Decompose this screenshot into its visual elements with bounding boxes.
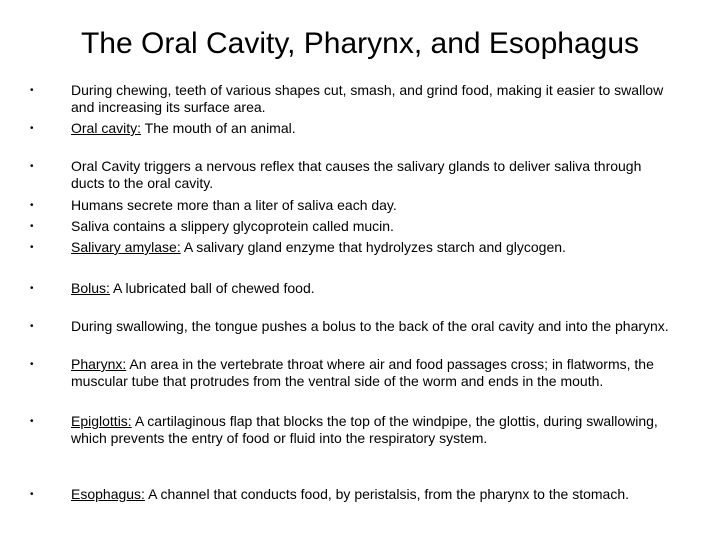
bullet-icon: • xyxy=(30,489,34,500)
item-body: A salivary gland enzyme that hydrolyzes starch and glycogen. xyxy=(180,239,566,255)
item-text xyxy=(71,356,671,390)
item-text xyxy=(71,218,671,235)
item-body: During swallowing, the tongue pushes a bolus to the back of the oral cavity and into the pharynx. xyxy=(71,318,669,334)
bullet-icon: • xyxy=(30,359,34,370)
item-text xyxy=(71,486,671,503)
item-term: Bolus: xyxy=(71,280,110,296)
item-body: An area in the vertebrate throat where air and food passages cross; in flatworms, the muscular tube that protrudes from the ventral side of the worm and ends in the mouth. xyxy=(71,356,654,389)
item-body: Humans secrete more than a liter of saliva each day. xyxy=(71,197,397,213)
item-term: Pharynx: xyxy=(71,356,127,372)
bullet-icon: • xyxy=(30,85,34,96)
item-text xyxy=(71,280,671,297)
bullet-icon: • xyxy=(30,221,34,232)
item-text xyxy=(71,318,671,335)
item-text xyxy=(71,120,671,137)
item-text xyxy=(71,239,671,256)
item-body: During chewing, teeth of various shapes cut, smash, and grind food, making it easier to swallow and increasing its surface area. xyxy=(71,82,664,115)
slide-title: The Oral Cavity, Pharynx, and Esophagus xyxy=(80,27,640,60)
bullet-icon: • xyxy=(30,123,34,134)
bullet-icon: • xyxy=(30,321,34,332)
bullet-icon: • xyxy=(30,242,34,253)
item-text xyxy=(71,158,671,192)
item-body: Saliva contains a slippery glycoprotein called mucin. xyxy=(71,218,394,234)
bullet-icon: • xyxy=(30,161,34,172)
item-body: A lubricated ball of chewed food. xyxy=(109,280,315,296)
item-term: Oral cavity: xyxy=(71,120,142,136)
item-term: Epiglottis: xyxy=(71,413,132,429)
item-body: Oral Cavity triggers a nervous reflex that causes the salivary glands to deliver saliva through ducts to the oral cavity. xyxy=(71,158,642,191)
item-text xyxy=(71,197,671,214)
item-body: A channel that conducts food, by peristalsis, from the pharynx to the stomach. xyxy=(144,486,629,502)
item-body: A cartilaginous flap that blocks the top of the windpipe, the glottis, during swallowing, which prevents the entry of food or fluid into the respiratory system. xyxy=(71,413,658,446)
bullet-icon: • xyxy=(30,200,34,211)
bullet-icon: • xyxy=(30,416,34,427)
item-text xyxy=(71,413,671,447)
item-term: Salivary amylase: xyxy=(71,239,181,255)
item-text xyxy=(71,82,671,116)
item-term: Esophagus: xyxy=(71,486,145,502)
item-body: The mouth of an animal. xyxy=(141,120,296,136)
bullet-icon: • xyxy=(30,283,34,294)
